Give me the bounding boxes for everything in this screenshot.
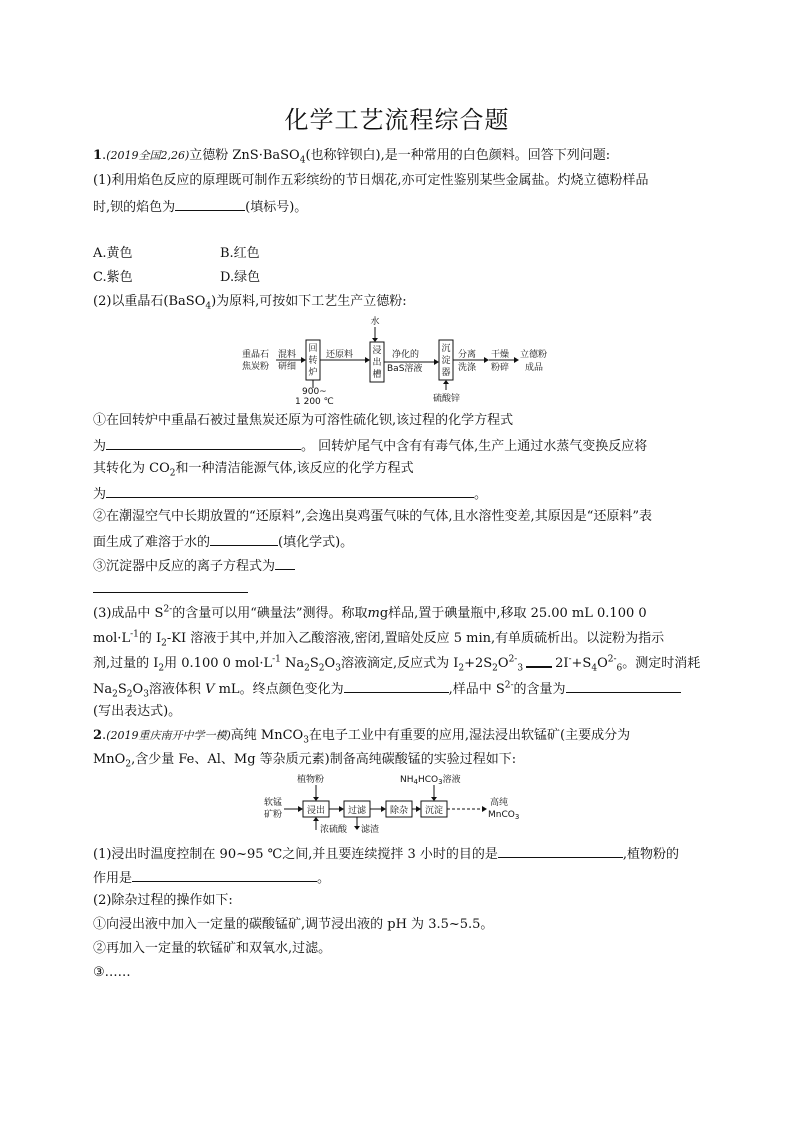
q1-part3-line3: 剂,过量的 $I_2$用 0.100 0 $mol\cdot L^{-1}$ $Na_2S_2O_3$溶液滴定,反应式为 $I_2+2S_2O^{2-}_3$ $2I^-+S_4O^{2-}_6$。测定时消耗 bbox=[93, 654, 701, 674]
q2-number: 2 bbox=[93, 728, 103, 743]
mnco3-flow-diagram bbox=[262, 772, 532, 838]
answer-blank-furnace-equation[interactable] bbox=[106, 437, 301, 450]
flow1-prod2: 成品 bbox=[525, 363, 544, 373]
q1-number: 1 bbox=[93, 148, 103, 163]
svg-text:浸: 浸 bbox=[372, 346, 382, 356]
q1-part3-line5: (写出表达式)。 bbox=[93, 704, 182, 719]
svg-text:除杂: 除杂 bbox=[389, 806, 409, 816]
flow1-purified2: BaS溶液 bbox=[387, 364, 423, 374]
flow2-reagent: $NH_4HCO_3$溶液 bbox=[400, 775, 461, 786]
answer-blank-endpoint-color[interactable] bbox=[344, 680, 449, 693]
flow2-residue: 滤渣 bbox=[361, 825, 380, 835]
option-b: B.红色 bbox=[220, 246, 260, 261]
q1-source: (2019全国2,26) bbox=[106, 149, 190, 162]
q1-part3-line1: (3)成品中 $S^{2-}$的含量可以用“碘量法”测得。称取mg样品,置于碘量瓶中,移取 25.00 mL 0.100 0 bbox=[93, 604, 647, 621]
option-d: D.绿色 bbox=[220, 270, 261, 285]
q2-step2: ②再加入一定量的软锰矿和双氧水,过滤。 bbox=[93, 941, 332, 956]
q2-stem-line2: MnO$_2$,含少量 Fe、Al、Mg 等杂质元素)制备高纯碳酸锰的实验过程如下: bbox=[93, 752, 517, 770]
svg-text:槽: 槽 bbox=[372, 370, 382, 380]
lithopone-flow-diagram bbox=[240, 314, 560, 404]
flow1-reduced: 还原料 bbox=[326, 350, 354, 360]
equals-sign bbox=[526, 659, 552, 668]
answer-blank-ionic-equation-cont[interactable] bbox=[93, 580, 248, 593]
q1-sub3-line1: ③沉淀器中反应的离子方程式为 bbox=[93, 557, 295, 575]
flow1-prod1: 立德粉 bbox=[520, 350, 548, 360]
q1-sub1-line4: 为 。 bbox=[93, 487, 488, 502]
q1-part2-intro: (2)以重晶石(BaSO$_4$)为原料,可按如下工艺生产立德粉: bbox=[93, 294, 407, 312]
q1-part3-line4: $Na_2S_2O_3$溶液体积 V mL。终点颜色变化为 ,样品中 $S^{2-}$的含量为 bbox=[93, 680, 681, 698]
answer-blank-shift-equation[interactable] bbox=[106, 485, 474, 498]
svg-text:炉: 炉 bbox=[308, 368, 318, 378]
svg-text:器: 器 bbox=[441, 368, 451, 378]
flow1-mix1: 混料 bbox=[278, 350, 297, 360]
option-c: C.紫色 bbox=[93, 270, 133, 285]
page-title: 化学工艺流程综合题 bbox=[284, 106, 510, 134]
flow1-mix2: 研细 bbox=[278, 362, 297, 372]
q1-sub2-line2: 面生成了难溶于水的 (填化学式)。 bbox=[93, 535, 354, 550]
svg-text:淀: 淀 bbox=[441, 356, 451, 366]
q2-part1-line1: (1)浸出时温度控制在 90~95 ℃之间,并且要连续搅拌 3 小时的目的是 ,植物粉的 bbox=[93, 847, 680, 862]
q2-part1-line2: 作用是 。 bbox=[93, 871, 331, 886]
flow1-sep2: 洗涤 bbox=[458, 363, 477, 373]
q1-sub1-line3: 其转化为 $CO_2$和一种清洁能源气体,该反应的化学方程式 bbox=[93, 461, 414, 479]
q2-step1: ①向浸出液中加入一定量的碳酸锰矿,调节浸出液的 pH 为 3.5~5.5。 bbox=[93, 917, 494, 932]
q1-part1-line1: (1)利用焰色反应的原理既可制作五彩缤纷的节日烟花,亦可定性鉴别某些金属盐。灼烧立德粉样品 bbox=[93, 173, 649, 188]
answer-blank-sulfide-content[interactable] bbox=[566, 680, 681, 693]
flow1-dry1: 干燥 bbox=[491, 350, 510, 360]
option-a: A.黄色 bbox=[93, 246, 133, 261]
answer-blank-ionic-equation[interactable] bbox=[275, 557, 295, 570]
flow1-temp1: 900~ bbox=[302, 387, 327, 397]
q1-stem: 1.(2019全国2,26)立德粉 ZnS·BaSO$_4$(也称锌钡白),是一种常用的白色颜料。回答下列问题: bbox=[93, 148, 611, 166]
q1-sub3-line2 bbox=[93, 580, 248, 598]
svg-text:浸出: 浸出 bbox=[306, 806, 326, 816]
q1-part3-line2: $mol\cdot L^{-1}$的 $I_2-KI$ 溶液于其中,并加入乙酸溶液,密闭,置暗处反应 5 min,有单质硫析出。以淀粉为指示 bbox=[93, 629, 665, 649]
answer-blank-stirring-purpose[interactable] bbox=[498, 845, 623, 858]
answer-blank-flame-color[interactable] bbox=[175, 198, 245, 211]
answer-blank-insoluble-formula[interactable] bbox=[210, 533, 278, 546]
svg-text:沉淀: 沉淀 bbox=[424, 806, 444, 816]
q1-sub1-line1: ①在回转炉中重晶石被过量焦炭还原为可溶性硫化钡,该过程的化学方程式 bbox=[93, 413, 514, 428]
q2-source: (2019重庆南开中学一模) bbox=[106, 729, 231, 742]
flow1-temp2: 1 200 ℃ bbox=[295, 397, 334, 404]
q2-stem: 2.(2019重庆南开中学一模)高纯 MnCO$_3$在电子工业中有重要的应用,湿法浸出软锰矿(主要成分为 bbox=[93, 728, 631, 746]
svg-text:回: 回 bbox=[308, 344, 318, 354]
flow2-plant: 植物粉 bbox=[297, 775, 325, 785]
flow2-acid: 浓硫酸 bbox=[320, 825, 348, 835]
flow2-prod2: MnCO$_3$ bbox=[488, 810, 520, 821]
q1-sub2-line1: ②在潮湿空气中长期放置的“还原料”,会逸出臭鸡蛋气味的气体,且水溶性变差,其原因是“还原料”表 bbox=[93, 509, 652, 524]
q2-step3: ③…… bbox=[93, 965, 131, 980]
svg-text:转: 转 bbox=[308, 356, 318, 366]
flow2-ore2: 矿粉 bbox=[264, 810, 283, 820]
flow1-raw2: 焦炭粉 bbox=[242, 362, 270, 372]
flow1-sep1: 分离 bbox=[458, 350, 477, 360]
flow1-znso4: 硫酸锌 bbox=[433, 394, 461, 404]
answer-blank-plant-role[interactable] bbox=[132, 869, 317, 882]
q1-part1-line2: 时,钡的焰色为 (填标号)。 bbox=[93, 200, 308, 215]
flow1-water: 水 bbox=[370, 317, 380, 327]
svg-text:出: 出 bbox=[372, 358, 382, 368]
q2-part2: (2)除杂过程的操作如下: bbox=[93, 893, 233, 908]
flow1-dry2: 粉碎 bbox=[491, 363, 510, 373]
flow1-purified1: 净化的 bbox=[392, 350, 420, 360]
flow1-raw1: 重晶石 bbox=[242, 350, 270, 360]
flow2-ore1: 软锰 bbox=[264, 798, 283, 808]
flow2-prod1: 高纯 bbox=[490, 798, 509, 808]
svg-text:过滤: 过滤 bbox=[347, 806, 367, 816]
q1-sub1-line2: 为 。 回转炉尾气中含有有毒气体,生产上通过水蒸气变换反应将 bbox=[93, 439, 648, 454]
svg-text:沉: 沉 bbox=[441, 344, 451, 354]
